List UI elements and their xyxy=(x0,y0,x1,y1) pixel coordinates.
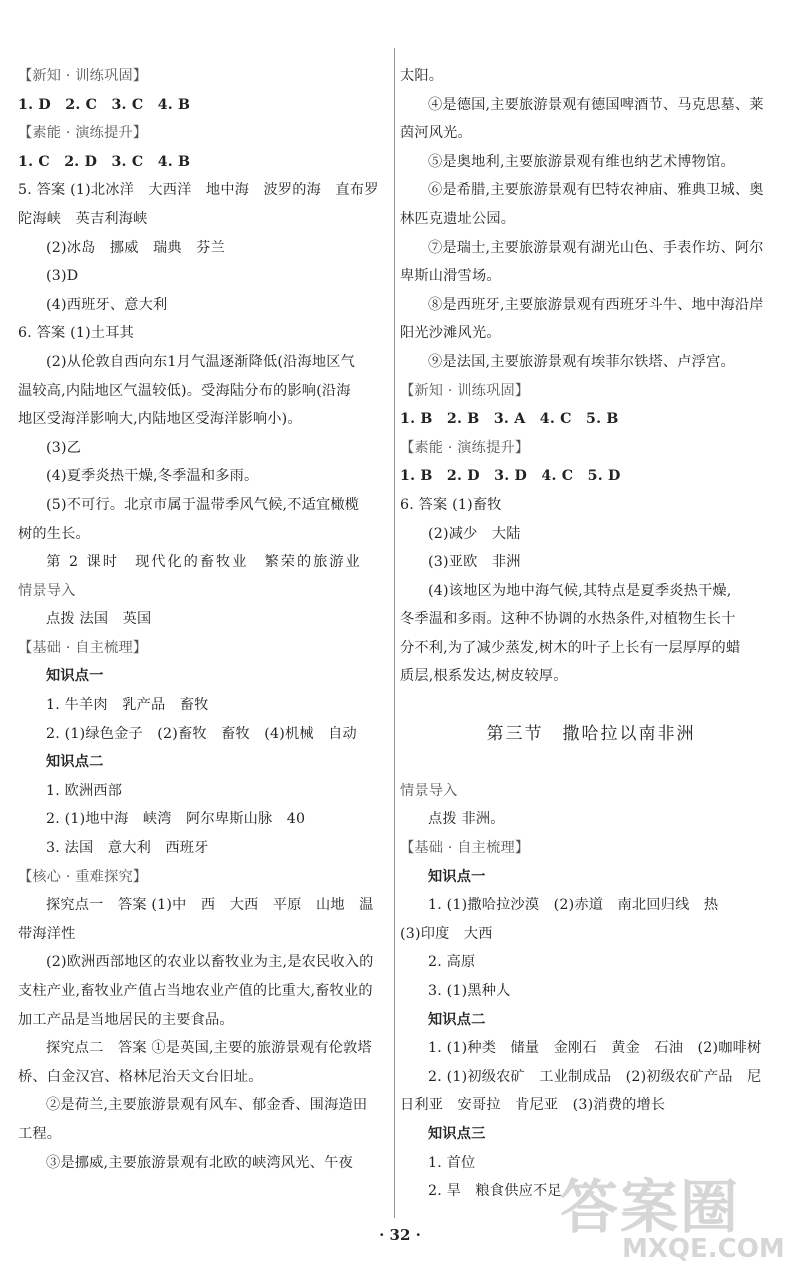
right-text-line: (3)亚欧 非洲 xyxy=(428,554,521,571)
column-divider xyxy=(394,48,395,1218)
left-text-line: 陀海峡 英吉利海峡 xyxy=(18,210,148,227)
left-text-line: 2. (1)地中海 峡湾 阿尔卑斯山脉 40 xyxy=(46,811,306,828)
left-text-line: (3)乙 xyxy=(46,439,82,456)
left-text-line: 工程。 xyxy=(18,1125,62,1142)
page-number: · 32 · xyxy=(379,1226,421,1244)
right-text-line: 卑斯山滑雪场。 xyxy=(400,268,501,285)
right-text-line: 6. 答案 (1)畜牧 xyxy=(400,496,502,513)
left-text-line: (4)西班牙、意大利 xyxy=(46,296,168,313)
right-text-line: 3. (1)黑种人 xyxy=(428,983,511,999)
left-text-line: ②是荷兰,主要旅游景观有风车、郁金香、围海造田 xyxy=(46,1097,368,1114)
right-text-line: (3)印度 大西 xyxy=(400,925,493,942)
right-text-line: 2. 高原 xyxy=(428,954,476,971)
left-text-line: 加工产品是当地居民的主要食品。 xyxy=(18,1011,234,1028)
left-text-line: 第 2 课时 现代化的畜牧业 繁荣的旅游业 xyxy=(46,554,362,571)
left-text-line: 点拨 法国 英国 xyxy=(46,611,152,628)
right-text-line: (4)该地区为地中海气候,其特点是夏季炎热干燥, xyxy=(428,582,732,599)
left-text-line: ③是挪威,主要旅游景观有北欧的峡湾风光、午夜 xyxy=(46,1154,353,1171)
right-text-line: 情景导入 xyxy=(400,782,458,799)
left-text-line: 知识点二 xyxy=(46,754,104,771)
left-text-line: 6. 答案 (1)土耳其 xyxy=(18,325,134,342)
left-text-line: 1. D 2. C 3. C 4. B xyxy=(18,96,191,113)
left-text-line: (2)冰岛 挪威 瑞典 芬兰 xyxy=(46,239,225,256)
left-text-line: 【新知 · 训练巩固】 xyxy=(18,68,148,84)
left-column xyxy=(18,62,390,1177)
left-text-line: 5. 答案 (1)北冰洋 大西洋 地中海 波罗的海 直布罗 xyxy=(18,182,379,199)
left-text-line: (2)欧洲西部地区的农业以畜牧业为主,是农民收入的 xyxy=(46,954,374,971)
left-text-line: 1. C 2. D 3. C 4. B xyxy=(18,153,191,170)
right-text-line xyxy=(400,748,782,777)
right-text-line: 点拨 非洲。 xyxy=(428,811,505,828)
right-text-line: 1. (1)撒哈拉沙漠 (2)赤道 南北回归线 热 xyxy=(428,897,719,914)
watermark-sub: MXQE.COM xyxy=(622,1234,785,1264)
left-text-line: 情景导入 xyxy=(18,582,76,599)
left-text-line: 树的生长。 xyxy=(18,525,90,542)
right-text-line: 1. 首位 xyxy=(428,1154,476,1171)
left-text-line: 【基础 · 自主梳理】 xyxy=(18,639,148,656)
left-text-line: 探究点二 答案 ①是英国,主要的旅游景观有伦敦塔 xyxy=(46,1040,372,1057)
right-text-line: 冬季温和多雨。这种不协调的水热条件,对植物生长十 xyxy=(400,611,736,628)
left-text-line: (3)D xyxy=(46,268,79,285)
right-column xyxy=(400,62,782,1206)
watermark-logo xyxy=(560,1160,790,1270)
right-text-line: 1. (1)种类 储量 金刚石 黄金 石油 (2)咖啡树 xyxy=(428,1040,762,1057)
left-text-line: 2. (1)绿色金子 (2)畜牧 畜牧 (4)机械 自动 xyxy=(46,725,357,742)
left-text-line: 带海洋性 xyxy=(18,925,76,942)
left-text-line: (5)不可行。北京市属于温带季风气候,不适宜橄榄 xyxy=(46,496,360,513)
right-text-line: ⑨是法国,主要旅游景观有埃菲尔铁塔、卢浮宫。 xyxy=(428,353,735,370)
left-text-line: 支柱产业,畜牧业产值占当地农业产值的比重大,畜牧业的 xyxy=(18,983,373,999)
right-text-line: 质层,根系发达,树皮较厚。 xyxy=(400,668,568,685)
left-text-line: 1. 欧洲西部 xyxy=(46,782,123,799)
left-text-line: 温较高,内陆地区气温较低)。受海陆分布的影响(沿海 xyxy=(18,382,351,399)
right-text-line: 茵河风光。 xyxy=(400,125,472,142)
left-text-line: (2)从伦敦自西向东1月气温逐渐降低(沿海地区气 xyxy=(46,353,356,370)
right-text-line: ⑤是奥地利,主要旅游景观有维也纳艺术博物馆。 xyxy=(428,153,735,170)
left-text-line: (4)夏季炎热干燥,冬季温和多雨。 xyxy=(46,468,259,485)
right-text-line: 阳光沙滩风光。 xyxy=(400,325,501,342)
right-text-line: 1. B 2. D 3. D 4. C 5. D xyxy=(400,468,621,485)
left-text-line: 1. 牛羊肉 乳产品 畜牧 xyxy=(46,697,209,714)
watermark-main: 答案圈 xyxy=(560,1173,741,1241)
right-text-line: (2)减少 大陆 xyxy=(428,525,521,542)
right-text-line: 【新知 · 训练巩固】 xyxy=(400,382,530,399)
right-text-line: 日利亚 安哥拉 肯尼亚 (3)消费的增长 xyxy=(400,1097,666,1114)
right-text-line: 第三节 撒哈拉以南非洲 xyxy=(486,723,696,744)
right-text-line: 【基础 · 自主梳理】 xyxy=(400,840,530,857)
left-text-line: 探究点一 答案 (1)中 西 大西 平原 山地 温 xyxy=(46,897,374,914)
right-text-line: 林匹克遗址公园。 xyxy=(400,210,516,227)
right-text-line: 分不利,为了减少蒸发,树木的叶子上长有一层厚厚的蜡 xyxy=(400,639,741,656)
right-text-line: ⑥是希腊,主要旅游景观有巴特农神庙、雅典卫城、奥 xyxy=(428,182,764,199)
right-text-line: ⑦是瑞士,主要旅游景观有湖光山色、手表作坊、阿尔 xyxy=(428,239,764,256)
right-text-line xyxy=(400,691,782,720)
left-text-line: 地区受海洋影响大,内陆地区受海洋影响小)。 xyxy=(18,411,302,428)
right-text-line: 2. (1)初级农矿 工业制成品 (2)初级农矿产品 尼 xyxy=(428,1068,762,1085)
right-text-line: 1. B 2. B 3. A 4. C 5. B xyxy=(400,411,619,428)
right-text-line: ④是德国,主要旅游景观有德国啤酒节、马克思墓、莱 xyxy=(428,96,764,113)
right-text-line: 2. 旱 粮食供应不足 xyxy=(428,1183,562,1200)
right-text-line: 知识点二 xyxy=(428,1011,486,1028)
right-text-line: ⑧是西班牙,主要旅游景观有西班牙斗牛、地中海沿岸 xyxy=(428,296,764,313)
right-text-line: 太阳。 xyxy=(400,68,444,84)
left-text-line: 【素能 · 演练提升】 xyxy=(18,125,148,142)
right-text-line: 【素能 · 演练提升】 xyxy=(400,439,530,456)
left-text-line: 3. 法国 意大利 西班牙 xyxy=(46,840,209,857)
left-text-line: 知识点一 xyxy=(46,668,104,685)
left-text-line: 桥、白金汉宫、格林尼治天文台旧址。 xyxy=(18,1068,263,1085)
left-text-line: 【核心 · 重难探究】 xyxy=(18,868,148,885)
right-text-line: 知识点一 xyxy=(428,868,486,885)
right-text-line: 知识点三 xyxy=(428,1125,486,1142)
